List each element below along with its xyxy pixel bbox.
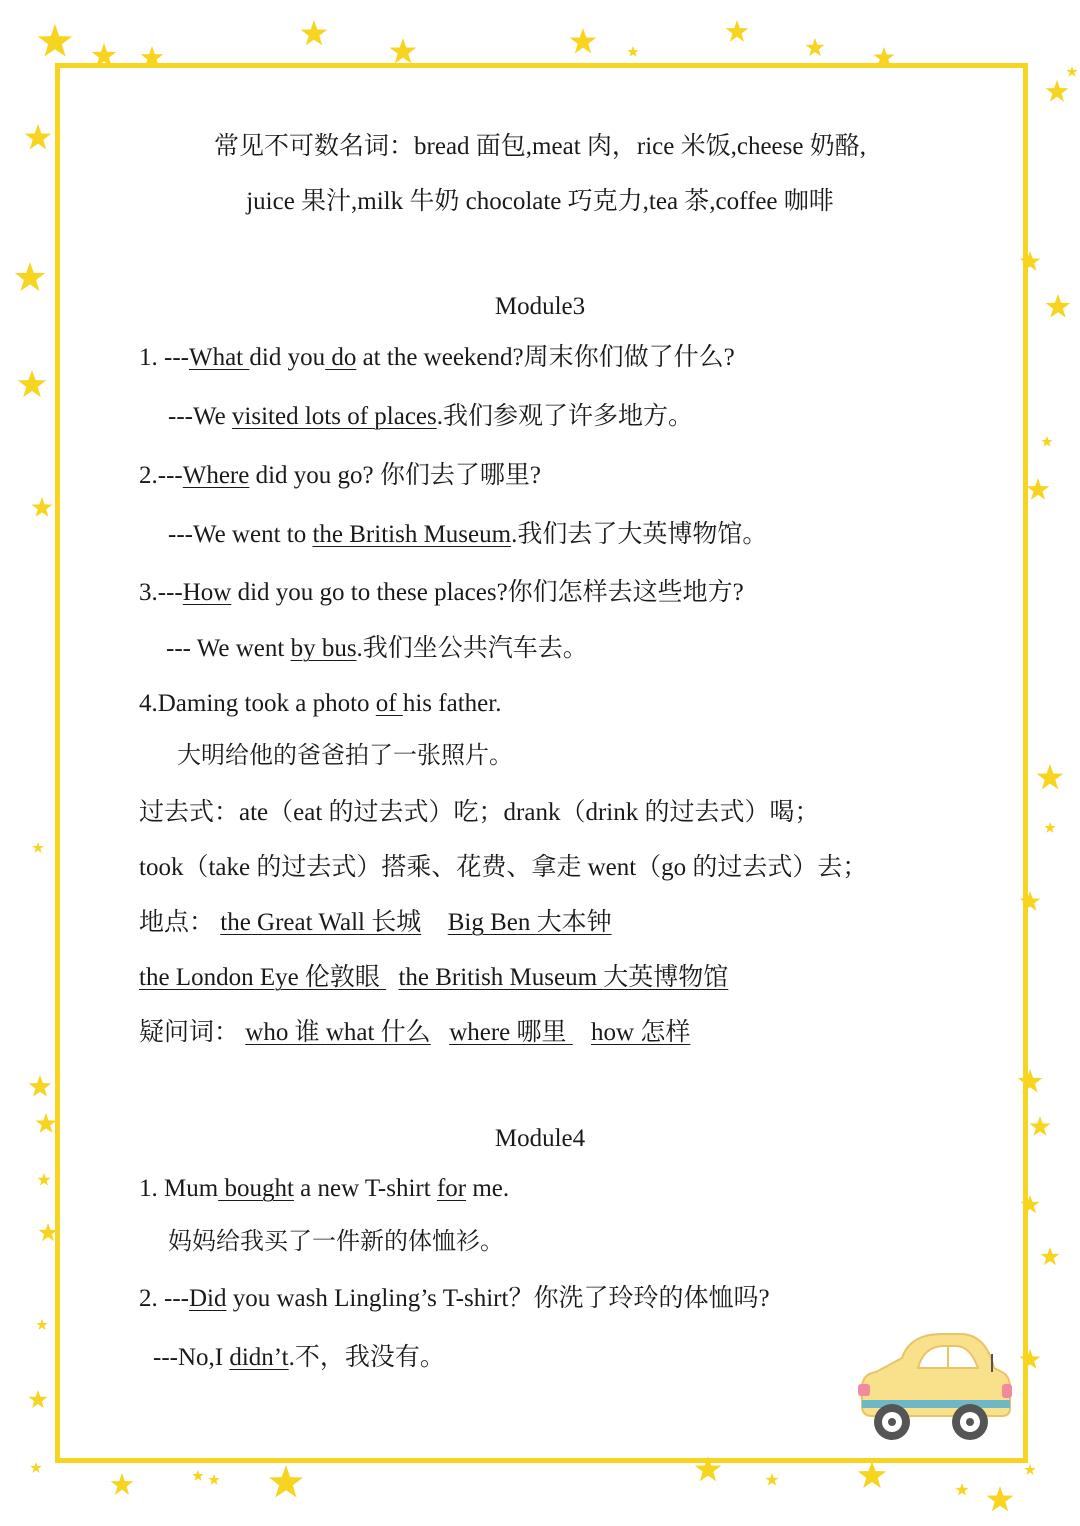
star-icon [38, 24, 72, 57]
m3-sentence-4: 4.Daming took a photo of his father. [139, 690, 502, 717]
star-icon [1046, 80, 1069, 102]
star-icon [28, 1390, 47, 1408]
star-icon [30, 1462, 41, 1473]
star-icon [29, 1075, 52, 1097]
places-line-1: 地点： the Great Wall 长城 Big Ben 大本钟 [139, 909, 612, 936]
m3-sentence-4-translation: 大明给他的爸爸拍了一张照片。 [177, 741, 513, 769]
m3-answer-2: ---We went to the British Museum.我们去了大英博物馆。 [168, 521, 768, 548]
past-tense-line-2: took（take 的过去式）搭乘、花费、拿走 went（go 的过去式）去； [139, 854, 868, 881]
intro-line-1: 常见不可数名词：bread 面包,meat 肉，rice 米饭,cheese 奶酪, [214, 133, 866, 160]
past-tense-line-1: 过去式：ate（eat 的过去式）吃；drank（drink 的过去式）喝； [139, 799, 820, 826]
star-icon [1041, 436, 1052, 447]
star-icon [37, 1173, 50, 1186]
m3-answer-3: --- We went by bus.我们坐公共汽车去。 [166, 635, 588, 662]
module3-title: Module3 [494, 293, 586, 320]
star-icon [269, 1465, 303, 1498]
m4-sentence-1: 1. Mum bought a new T-shirt for me. [139, 1175, 510, 1202]
star-icon [301, 20, 328, 45]
car-icon [858, 1328, 1014, 1446]
question-words-line: 疑问词： who 谁 what 什么 where 哪里 how 怎样 [139, 1019, 691, 1046]
star-icon [192, 1470, 203, 1481]
star-icon [627, 46, 638, 57]
star-icon [765, 1473, 778, 1486]
m4-question-2: 2. ---Did you wash Lingling’s T-shirt？你洗了玲玲的体恤吗? [139, 1285, 770, 1312]
qword-what: what 什么 [325, 1019, 431, 1046]
star-icon [987, 1486, 1014, 1511]
module4-title: Module4 [494, 1125, 586, 1152]
m3-question-1: 1. ---What did you do at the weekend?周末你们做了什么? [139, 344, 735, 371]
m4-sentence-1-translation: 妈妈给我买了一件新的体恤衫。 [168, 1227, 504, 1255]
star-icon [1066, 66, 1077, 77]
qword-how: how 怎样 [591, 1019, 691, 1046]
m3-question-3: 3.---How did you go to these places?你们怎样去这些地方? [139, 579, 744, 606]
place-great-wall: the Great Wall 长城 [220, 909, 422, 936]
m3-answer-1: ---We visited lots of places.我们参观了许多地方。 [168, 403, 694, 430]
star-icon [32, 497, 53, 517]
star-icon [18, 370, 47, 397]
place-big-ben: Big Ben 大本钟 [447, 909, 612, 936]
star-icon [390, 38, 417, 63]
star-icon [1024, 1464, 1035, 1475]
star-icon [805, 38, 824, 56]
star-icon [111, 1473, 134, 1495]
star-icon [1027, 478, 1050, 500]
star-icon [955, 1483, 968, 1496]
star-icon [32, 842, 43, 853]
qword-who: who 谁 [245, 1019, 326, 1046]
star-icon [570, 28, 597, 53]
places-line-2 [139, 962, 728, 994]
m4-answer-2: ---No,I didn’t.不，我没有。 [153, 1344, 445, 1371]
star-icon [1044, 822, 1055, 833]
star-icon [15, 262, 45, 291]
star-icon [36, 1319, 47, 1330]
qword-where: where 哪里 [449, 1019, 573, 1046]
m3-question-2: 2.---Where did you go? 你们去了哪里? [139, 462, 541, 489]
place-london-eye: the London Eye 伦敦眼 [139, 964, 387, 991]
intro-line-2: juice 果汁,milk 牛奶 chocolate 巧克力,tea 茶,coffee 咖啡 [246, 188, 834, 215]
star-icon [726, 20, 749, 42]
star-icon [1037, 764, 1064, 789]
star-icon [858, 1461, 887, 1488]
star-icon [1040, 1247, 1059, 1265]
place-british-museum: the British Museum 大英博物馆 [398, 964, 729, 991]
star-icon [208, 1474, 219, 1485]
